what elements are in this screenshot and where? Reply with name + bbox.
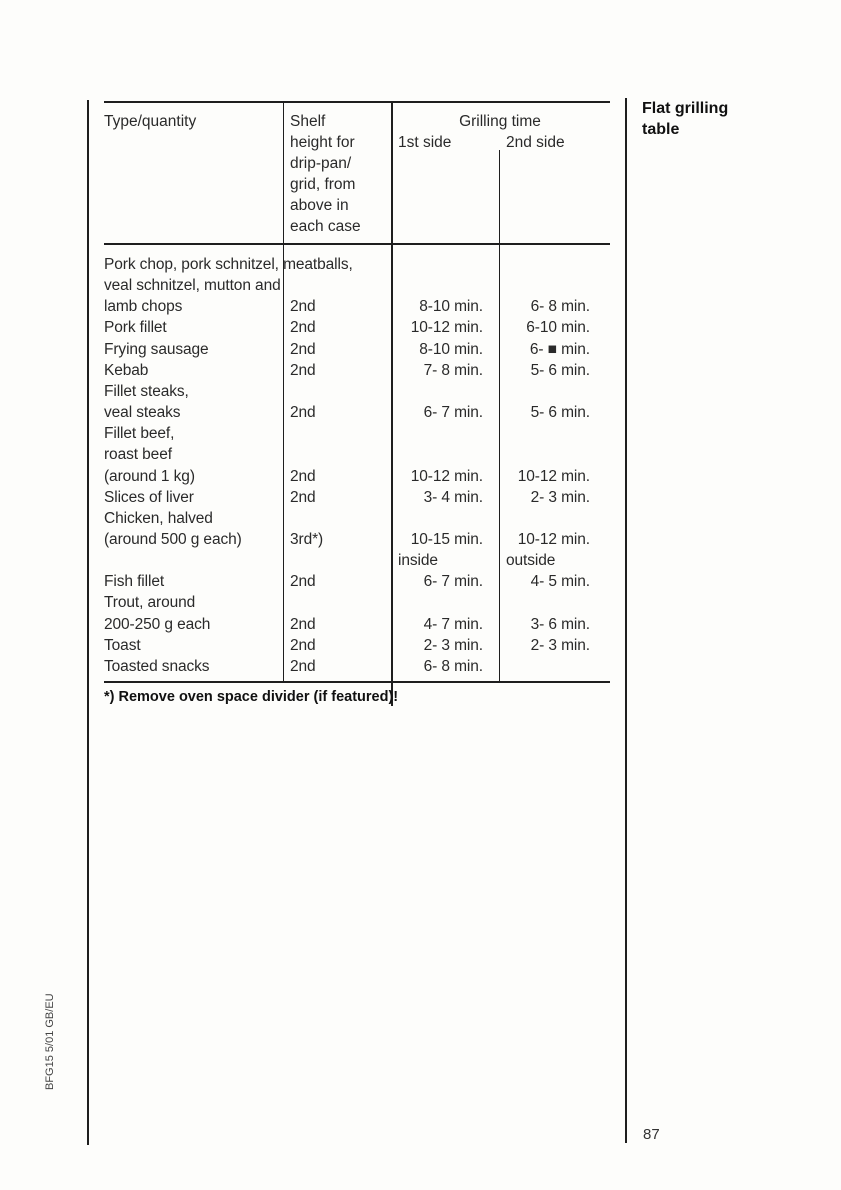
row-second-side: 10-12 min. [517, 530, 590, 548]
right-margin-rule [625, 98, 627, 1143]
row-first-side: 7- 8 min. [423, 361, 483, 379]
row-second-side: 5- 6 min. [530, 404, 590, 422]
row-shelf: 2nd [290, 361, 316, 379]
row-type: Fish fillet [104, 573, 165, 591]
row-type: Frying sausage [104, 340, 209, 358]
row-first-side: 10-12 min. [410, 319, 483, 337]
row-type: Toasted snacks [104, 657, 210, 675]
table-bottom-rule [104, 681, 610, 683]
header-shelf-line: drip-pan/ [290, 155, 352, 172]
row-second-side: 2- 3 min. [530, 488, 590, 506]
row-type: Pork chop, pork schnitzel, meatballs, [104, 256, 353, 273]
row-type: veal schnitzel, mutton and [104, 277, 281, 295]
row-type: Fillet beef, [104, 425, 175, 443]
header-second-side: 2nd side [506, 134, 565, 151]
left-margin-rule [87, 100, 89, 1145]
row-second-side: 10-12 min. [517, 467, 590, 485]
header-bottom-rule [104, 243, 610, 245]
header-shelf-line: grid, from [290, 176, 356, 193]
row-shelf: 2nd [290, 467, 316, 485]
row-type: lamb chops [104, 298, 183, 316]
row-type: Kebab [104, 361, 149, 379]
row-shelf: 2nd [290, 636, 316, 654]
row-type: Pork fillet [104, 319, 167, 337]
header-shelf-line: above in [290, 197, 349, 214]
header-first-side: 1st side [398, 134, 452, 151]
row-type: Fillet steaks, [104, 382, 189, 400]
row-shelf: 2nd [290, 657, 316, 675]
row-second-side: 6- ■ min. [529, 340, 590, 358]
header-shelf-line: height for [290, 134, 355, 151]
row-type: Slices of liver [104, 488, 194, 506]
footnote: *) Remove oven space divider (if featured)! [104, 689, 399, 705]
row-first-side: 10-15 min. [410, 530, 483, 548]
row-type: veal steaks [104, 404, 181, 422]
row-first-side: 10-12 min. [410, 467, 483, 485]
header-shelf [290, 111, 361, 237]
row-type: roast beef [104, 446, 172, 464]
row-first-side: 4- 7 min. [423, 615, 483, 633]
page-number: 87 [643, 1126, 660, 1143]
section-title-line-1: Flat grilling [642, 100, 729, 117]
row-second-side: 4- 5 min. [530, 573, 590, 591]
row-second-side: 2- 3 min. [530, 636, 590, 654]
row-type: (around 1 kg) [104, 467, 195, 485]
row-shelf: 2nd [290, 404, 316, 422]
row-second-side: outside [506, 552, 556, 570]
header-grilling-time: Grilling time [459, 113, 541, 130]
section-title-line-2: table [642, 121, 680, 138]
row-shelf: 2nd [290, 340, 316, 358]
col-divider-time [391, 101, 393, 706]
row-type: Chicken, halved [104, 509, 213, 527]
row-type: Trout, around [104, 594, 196, 612]
row-second-side: 6- 8 min. [530, 298, 590, 316]
row-second-side: 6-10 min. [526, 319, 590, 337]
row-shelf: 2nd [290, 615, 316, 633]
header-type: Type/quantity [104, 113, 197, 130]
row-first-side: 8-10 min. [419, 298, 483, 316]
header-shelf-line: each case [290, 218, 361, 235]
row-shelf: 3rd*) [290, 530, 324, 548]
section-title [642, 98, 728, 140]
row-type: 200-250 g each [104, 615, 211, 633]
row-first-side: 2- 3 min. [423, 636, 483, 654]
document-id: BFG15 5/01 GB/EU [44, 993, 56, 1090]
row-first-side: 8-10 min. [419, 340, 483, 358]
row-first-side: inside [398, 552, 438, 570]
row-first-side: 6- 7 min. [423, 573, 483, 591]
table-top-rule [104, 101, 610, 103]
row-shelf: 2nd [290, 488, 316, 506]
col-divider-shelf [283, 101, 284, 681]
row-second-side: 5- 6 min. [530, 361, 590, 379]
row-first-side: 3- 4 min. [423, 488, 483, 506]
row-first-side: 6- 8 min. [423, 657, 483, 675]
row-shelf: 2nd [290, 319, 316, 337]
row-type: (around 500 g each) [104, 530, 242, 548]
row-shelf: 2nd [290, 298, 316, 316]
header-shelf-line: Shelf [290, 113, 326, 130]
row-second-side: 3- 6 min. [530, 615, 590, 633]
row-type: Toast [104, 636, 141, 654]
row-first-side: 6- 7 min. [423, 404, 483, 422]
row-shelf: 2nd [290, 573, 316, 591]
